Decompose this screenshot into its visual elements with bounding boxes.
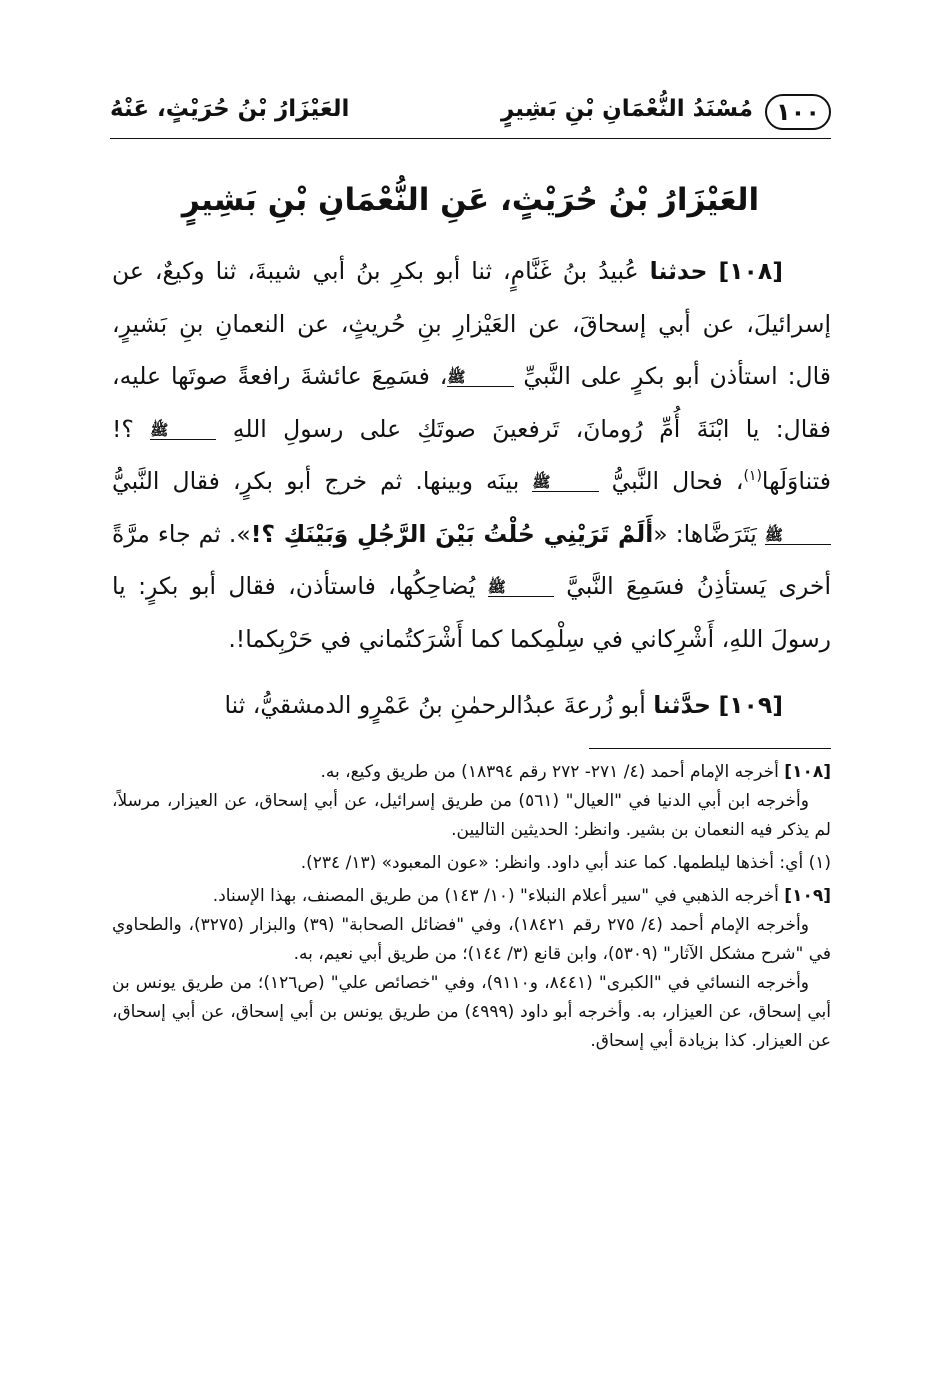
footnote-tag: [١٠٩] [784, 886, 831, 906]
footnotes [112, 758, 831, 1056]
footnote-1: (١) أي: أخذها ليلطمها. كما عند أبي داود. وانظر: «عون المعبود» (١٣/ ٢٣٤). [300, 853, 831, 873]
salutation-icon: ﷺ [765, 526, 831, 545]
hadith-text: ، فسَمِعَ عائشةَ رافعةً صوتَها عليه، فقال: يا ابْنَةَ أُمِّ رُومانَ، تَرفعينَ صوتَكِ على رسولِ اللهِ [112, 362, 831, 443]
footnote-108-continued: وأخرجه ابن أبي الدنيا في "العيال" (٥٦١) من طريق إسرائيل، عن أبي إسحاق، عن العيزار، مرسلاً، لم يذكر فيه النعمان بن بشير. وانظر: الحديثين التاليين. [112, 791, 831, 840]
header-divider [110, 138, 831, 139]
hadith-108 [112, 245, 831, 665]
book-title: مُسْنَدُ النُّعْمَانِ بْنِ بَشِيرٍ [501, 96, 753, 122]
footnote-108 [112, 758, 831, 787]
salutation-icon: ﷺ [532, 473, 598, 492]
isnad-opening: حدثنا [649, 257, 708, 285]
main-text [112, 245, 831, 732]
page-header [110, 92, 831, 142]
hadith-109 [112, 679, 831, 732]
footnote-109-continued: وأخرجه النسائي في "الكبرى" (٨٤٤١، و٩١١٠)، وفي "خصائص علي" (ص١٢٦)؛ من طريق يونس بن أبي إسحاق، عن العيزار، به. وأخرجه أبو داود (٤٩٩٩) من طريق يونس بن أبي إسحاق، عن أبي إسحاق، عن العيزار. كذا بزيادة أبي إسحاق. [112, 973, 832, 1051]
footnote-divider [589, 748, 831, 749]
salutation-icon: ﷺ [447, 368, 513, 387]
hadith-text: ؟! فتناوَلَها [112, 414, 831, 495]
page-number: ١٠٠ [765, 94, 831, 130]
hadith-text: ». ثم جاء مرَّةً أخرى يَستأذِنُ فسَمِعَ النَّبيَّ [112, 519, 831, 600]
hadith-text: بينَه وبينها. ثم خرج أبو بكرٍ، فقال النَّبيُّ [112, 467, 520, 495]
prophetic-quote: أَلَمْ تَرَيْنِي حُلْتُ بَيْنَ الرَّجُلِ وَبَيْنَكِ ؟! [250, 519, 654, 548]
salutation-icon: ﷺ [488, 578, 554, 597]
footnote-text: أخرجه الذهبي في "سير أعلام النبلاء" (١٠/ ١٤٣) من طريق المصنف، بهذا الإسناد. [212, 886, 779, 906]
hadith-text: يَتَرَضَّاها: « [653, 519, 757, 548]
salutation-icon: ﷺ [150, 421, 216, 440]
isnad-opening: حدَّثنا [653, 691, 711, 719]
hadith-text: عُبيدُ بنُ غَنَّامٍ، ثنا أبو بكرِ بنُ أبي شيبةَ، ثنا وكيعٌ، عن إسرائيلَ، عن أبي إسحاقَ، عن العَيْزارِ بنِ حُريثٍ، عن النعمانِ بنِ بَشيرٍ، قال: استأذن أبو بكرٍ على النَّبيِّ [112, 257, 831, 390]
hadith-text: أبو زُرعةَ عبدُالرحمٰنِ بنُ عَمْرٍو الدمشقيُّ، ثنا [224, 691, 646, 719]
hadith-text: ، فحال النَّبيُّ [611, 467, 744, 495]
footnote-reference: (١) [743, 468, 762, 485]
hadith-number: [١٠٨] [718, 257, 783, 285]
footnote-tag: [١٠٨] [784, 762, 831, 782]
footnote-109 [112, 882, 831, 911]
chapter-title: العَيْزَارُ بْنُ حُرَيْثٍ، عَنِ النُّعْمَانِ بْنِ بَشِيرٍ [181, 182, 760, 218]
footnote-text: أخرجه الإمام أحمد (٤/ ٢٧١- ٢٧٢ رقم ١٨٣٩٤) من طريق وكيع، به. [320, 762, 779, 782]
footnote-109-continued: وأخرجه الإمام أحمد (٤/ ٢٧٥ رقم ١٨٤٢١)، وفي "فضائل الصحابة" (٣٩) والبزار (٣٢٧٥)، والطحاوي في "شرح مشكل الآثار" (٥٣٠٩)، وابن قانع (٣/ ١٤٤)؛ من طريق أبي نعيم، به. [112, 915, 831, 964]
section-title: العَيْزَارُ بْنُ حُرَيْثٍ، عَنْهُ [110, 96, 350, 122]
hadith-number: [١٠٩] [718, 691, 783, 719]
hadith-text: يُضاحِكُها، فاستأذن، فقال أبو بكرٍ: يا رسولَ اللهِ، أَشْرِكاني في سِلْمِكما كما أَشْرَكتُماني في حَرْبِكما!. [112, 572, 831, 653]
